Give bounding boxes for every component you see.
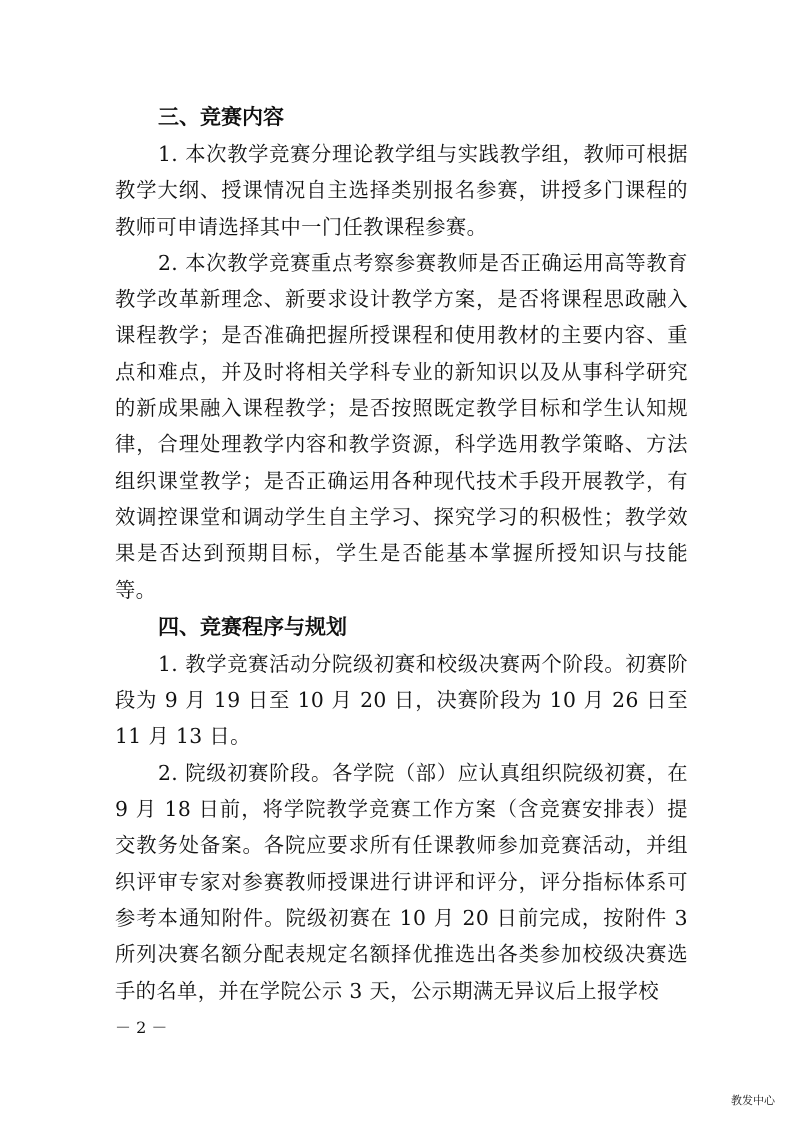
section-competition-procedure — [115, 608, 688, 1009]
footer-label: 教发中心 — [731, 1094, 775, 1107]
paragraph-competition-stages: 1. 教学竞赛活动分院级初赛和校级决赛两个阶段。初赛阶段为 9 月 19 日至 10 月 20 日，决赛阶段为 10 月 26 日至 11 月 13 日。 — [115, 651, 688, 749]
section-competition-content — [115, 98, 688, 608]
page-number: － 2 － — [115, 1018, 168, 1037]
paragraph-competition-groups: 1. 本次教学竞赛分理论教学组与实践教学组，教师可根据教学大纲、授课情况自主选择类别报名参赛，讲授多门课程的教师可申请选择其中一门任教课程参赛。 — [115, 142, 688, 239]
section-heading-competition-procedure: 四、竞赛程序与规划 — [158, 614, 347, 639]
paragraph-evaluation-criteria: 2. 本次教学竞赛重点考察参赛教师是否正确运用高等教育教学改革新理念、新要求设计教学方案，是否将课程思政融入课程教学；是否准确把握所授课程和使用教材的主要内容、重点和难点，并及时将相关学科专业的新知识以及从事科学研究的新成果融入课程教学；是否按照既定教学目标和学生认知规律，合理处理教学内容和教学资源，科学选用教学策略、方法组织课堂教学；是否正确运用各种现代技术手段开展教学，有效调控课堂和调动学生自主学习、探究学习的积极性；教学效果是否达到预期目标，学生是否能基本掌握所授知识与技能等。 — [115, 250, 688, 602]
document-page — [115, 98, 688, 1009]
paragraph-college-preliminary: 2. 院级初赛阶段。各学院（部）应认真组织院级初赛，在 9 月 18 日前，将学院教学竞赛工作方案（含竞赛安排表）提交教务处备案。各院应要求所有任课教师参加竞赛活动，并组织评审专家对参赛教师授课进行讲评和评分，评分指标体系可参考本通知附件。院级初赛在 10 月 20 日前完成，按附件 3 所列决赛名额分配表规定名额择优推选出各类参加校级决赛选手的名单，并在学院公示 3 天，公示期满无异议后上报学校 — [115, 760, 688, 1003]
section-heading-competition-content: 三、竞赛内容 — [158, 105, 284, 129]
